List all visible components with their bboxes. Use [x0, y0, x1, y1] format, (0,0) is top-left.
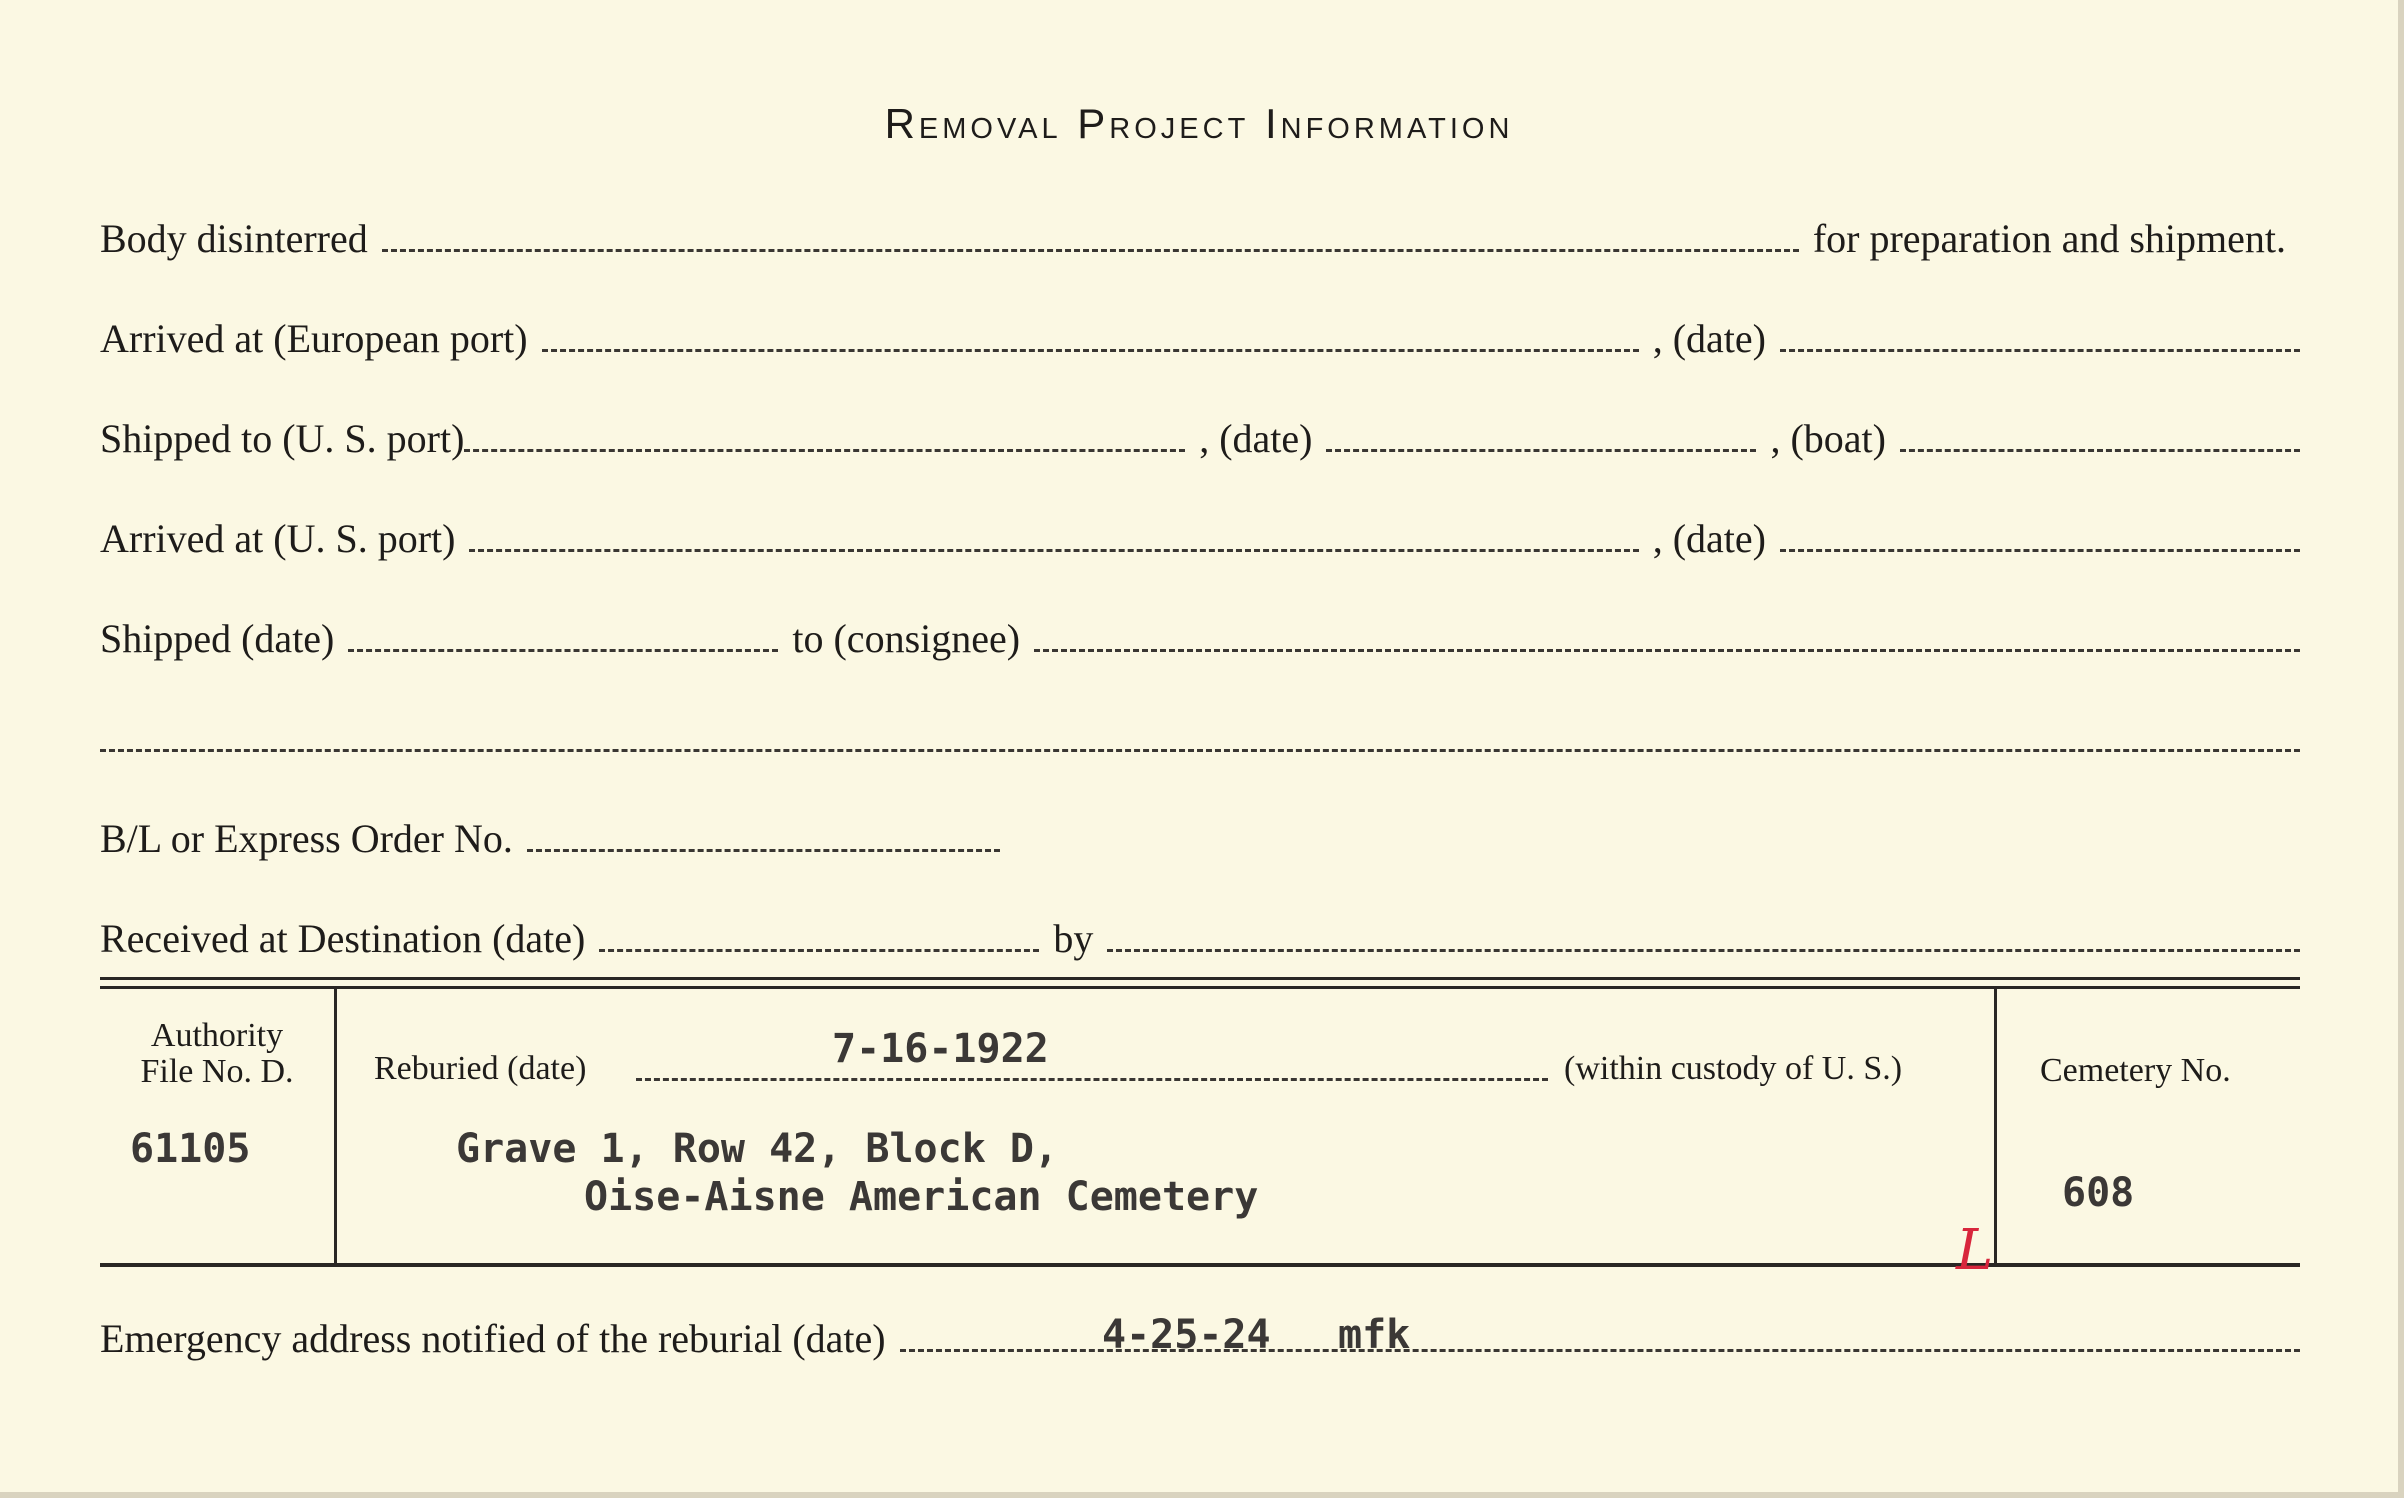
bl-express-line	[527, 841, 1000, 852]
arrived-european-port-label: Arrived at (European port)	[100, 316, 528, 361]
cemetery-no-label: Cemetery No.	[2040, 1052, 2231, 1089]
reburied-date: 7-16-1922	[832, 1026, 1049, 1072]
arrived-us-date-label: , (date)	[1652, 516, 1766, 561]
shipped-us-date-label: , (date)	[1199, 416, 1313, 461]
for-preparation-label: for preparation and shipment.	[1812, 216, 2286, 261]
consignee-continued-line	[100, 741, 2300, 752]
authority-file-number: 61105	[130, 1126, 251, 1172]
body-disinterred-label: Body disinterred	[100, 216, 368, 261]
by-label: by	[1053, 916, 1094, 961]
grave-location-line-2: Oise-Aisne American Cemetery	[584, 1174, 1259, 1220]
cemetery-number: 608	[2062, 1170, 2135, 1216]
within-custody-label: (within custody of U. S.)	[1564, 1050, 1903, 1087]
box-divider-right	[1994, 989, 1997, 1263]
grave-location-line-1: Grave 1, Row 42, Block D,	[456, 1126, 1059, 1172]
row-arrived-european-port	[100, 312, 2300, 362]
authority-label-line-1: Authority	[150, 1017, 284, 1054]
emergency-notified-date: 4-25-24	[1102, 1312, 1271, 1358]
shipped-date-label: Shipped (date)	[100, 616, 335, 661]
bl-express-label: B/L or Express Order No.	[100, 816, 513, 861]
arrived-european-date-label: , (date)	[1652, 316, 1766, 361]
boat-label: , (boat)	[1770, 416, 1886, 461]
box-divider-left	[334, 989, 337, 1263]
arrived-us-date-line	[1780, 541, 2300, 552]
consignee-label: to (consignee)	[792, 616, 1021, 661]
boat-line	[1900, 441, 2300, 452]
box-top-rule-inner	[100, 986, 2300, 989]
reburied-date-line	[636, 1070, 1548, 1081]
emergency-address-label: Emergency address notified of the reburial (date)	[100, 1316, 886, 1361]
received-by-line	[1107, 941, 2300, 952]
shipped-us-date-line	[1326, 441, 1756, 452]
red-check-mark: L	[1956, 1218, 1994, 1283]
row-shipped-consignee	[100, 612, 2300, 662]
row-body-disinterred	[100, 212, 2300, 262]
row-shipped-us-port	[100, 412, 2300, 462]
received-destination-label: Received at Destination (date)	[100, 916, 586, 961]
reburied-label: Reburied (date)	[374, 1050, 587, 1087]
row-bl-express	[100, 812, 1000, 862]
emergency-notified-initials: mfk	[1338, 1312, 1411, 1358]
arrived-european-port-line	[542, 341, 1639, 352]
arrived-us-port-line	[469, 541, 1638, 552]
row-arrived-us-port	[100, 512, 2300, 562]
received-destination-line	[599, 941, 1039, 952]
body-disinterred-line	[382, 241, 1799, 252]
row-received-destination	[100, 912, 2300, 962]
card-title: Removal Project Information	[884, 100, 1514, 147]
arrived-european-date-line	[1780, 341, 2300, 352]
shipped-us-port-line	[464, 441, 1185, 452]
shipped-us-port-label: Shipped to (U. S. port)	[100, 416, 465, 461]
arrived-us-port-label: Arrived at (U. S. port)	[100, 516, 456, 561]
consignee-line	[1034, 641, 2300, 652]
box-top-rule	[100, 977, 2300, 980]
authority-label-line-2: File No. D.	[140, 1053, 294, 1090]
row-consignee-continued	[100, 712, 2300, 762]
authority-file-label	[100, 1018, 334, 1090]
shipped-date-line	[348, 641, 778, 652]
